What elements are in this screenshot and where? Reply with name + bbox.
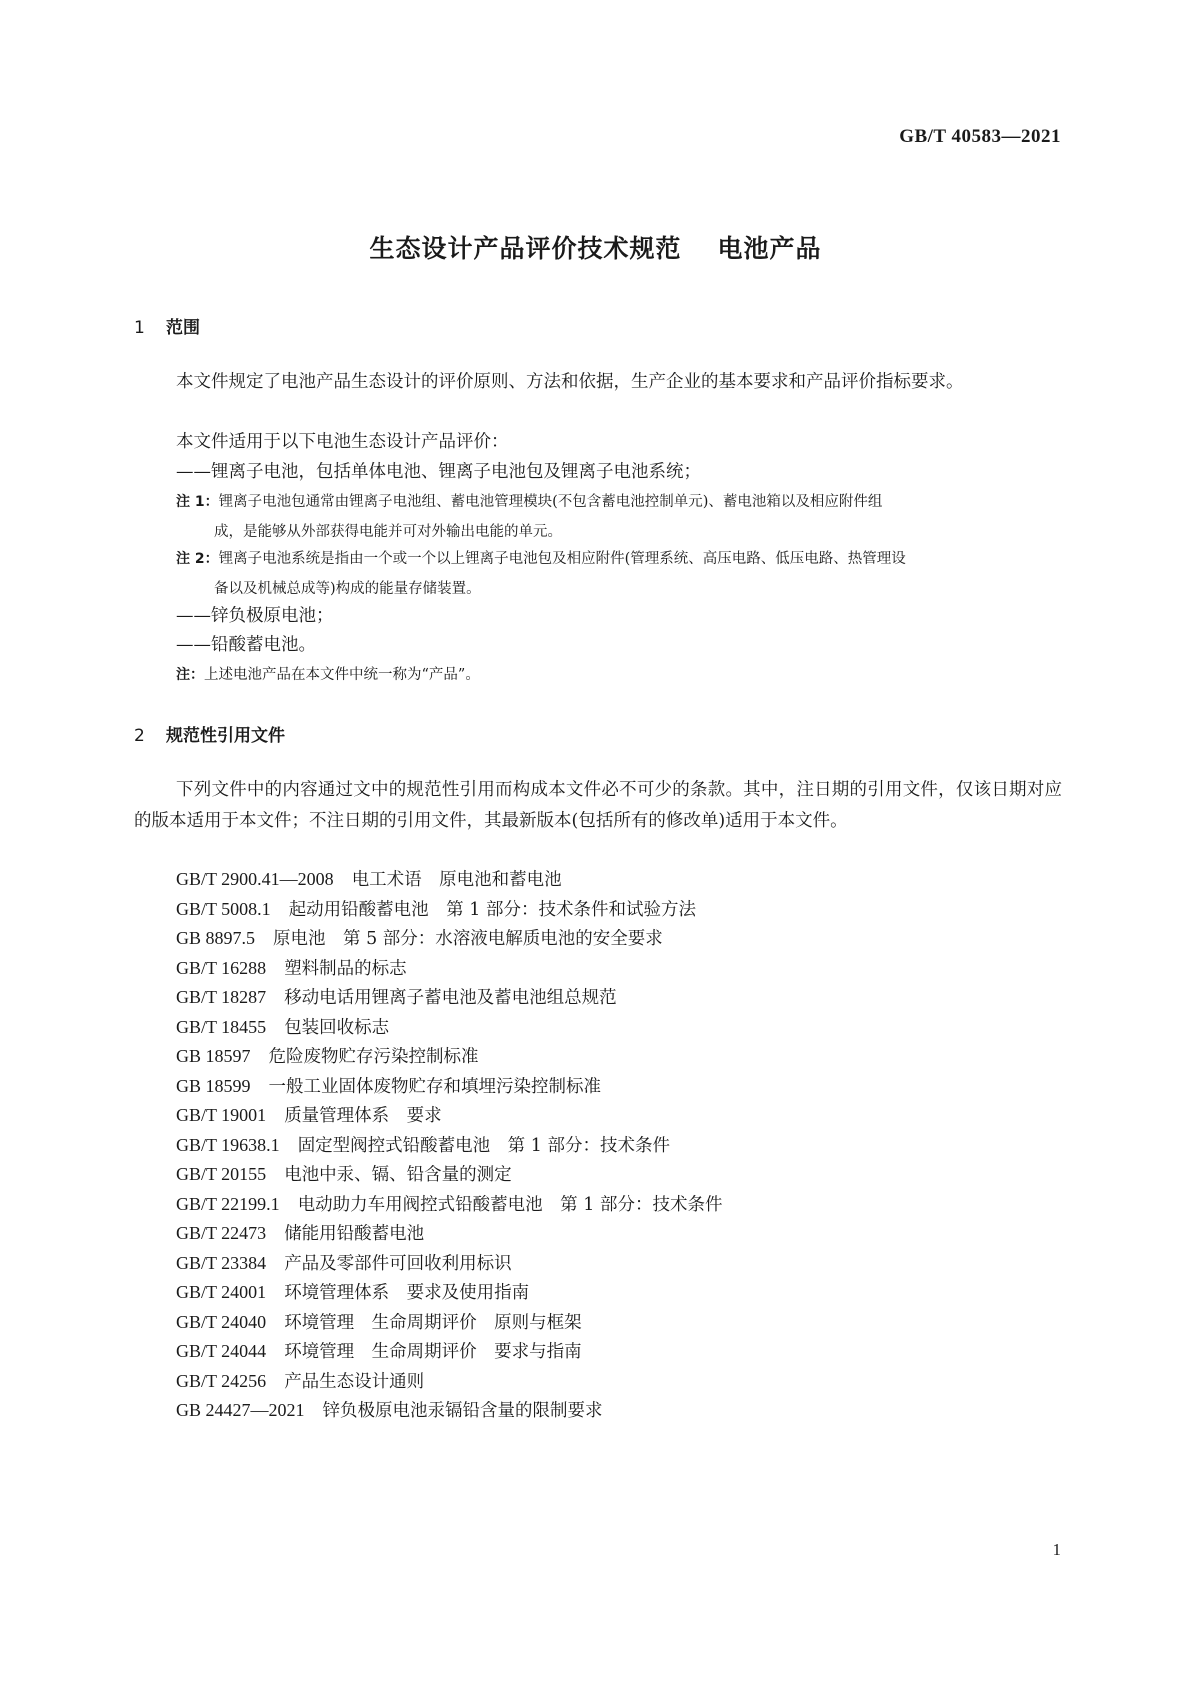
note-3 <box>176 660 1062 690</box>
reference-item <box>176 1309 582 1334</box>
reference-title: 原电池 第 5 部分：水溶液电解质电池的安全要求 <box>273 929 663 949</box>
reference-title: 质量管理体系 要求 <box>284 1106 442 1126</box>
note-1-label: 注 1： <box>176 494 219 510</box>
reference-title: 塑料制品的标志 <box>284 959 407 979</box>
reference-title: 产品生态设计通则 <box>284 1372 425 1392</box>
section-2-paragraph: 下列文件中的内容通过文中的规范性引用而构成本文件必不可少的条款。其中，注日期的引用文件，仅该日期对应的版本适用于本文件；不注日期的引用文件，其最新版本(包括所有的修改单)适用于本文件。 <box>134 780 1062 831</box>
reference-item <box>176 955 407 980</box>
reference-code: GB/T 18287 <box>176 987 267 1007</box>
reference-item <box>176 1279 529 1304</box>
section-2-number: 2 <box>134 726 145 746</box>
reference-code: GB 24427—2021 <box>176 1400 305 1420</box>
note-1 <box>176 487 1062 547</box>
reference-code: GB/T 2900.41—2008 <box>176 869 334 889</box>
reference-code: GB 18599 <box>176 1076 251 1096</box>
note-2-continuation: 备以及机械总成等)构成的能量存储装置。 <box>214 581 481 597</box>
reference-title: 产品及零部件可回收利用标识 <box>284 1254 512 1274</box>
reference-code: GB/T 24040 <box>176 1312 267 1332</box>
note-3-label: 注： <box>176 667 204 683</box>
reference-title: 环境管理 生命周期评价 原则与框架 <box>284 1313 582 1333</box>
reference-item <box>176 1191 722 1216</box>
section-1-heading <box>134 313 200 338</box>
reference-title: 移动电话用锂离子蓄电池及蓄电池组总规范 <box>284 988 617 1008</box>
reference-code: GB/T 18455 <box>176 1017 267 1037</box>
reference-item <box>176 1043 479 1068</box>
reference-item <box>176 984 617 1009</box>
reference-code: GB 18597 <box>176 1046 251 1066</box>
reference-item <box>176 1250 512 1275</box>
reference-code: GB/T 22199.1 <box>176 1194 280 1214</box>
reference-title: 环境管理 生命周期评价 要求与指南 <box>284 1342 582 1362</box>
reference-title: 固定型阀控式铅酸蓄电池 第 1 部分：技术条件 <box>297 1136 670 1156</box>
list-item-lead-acid: ——铅酸蓄电池。 <box>176 635 316 655</box>
title-main: 生态设计产品评价技术规范 <box>369 234 682 263</box>
reference-code: GB/T 5008.1 <box>176 899 271 919</box>
section-1-paragraph-scope: 本文件规定了电池产品生态设计的评价原则、方法和依据，生产企业的基本要求和产品评价指标要求。 <box>176 372 964 392</box>
reference-title: 电动助力车用阀控式铅酸蓄电池 第 1 部分：技术条件 <box>297 1195 723 1215</box>
reference-code: GB/T 22473 <box>176 1223 267 1243</box>
title-sub: 电池产品 <box>717 234 822 263</box>
reference-item <box>176 925 663 950</box>
reference-title: 环境管理体系 要求及使用指南 <box>284 1283 530 1303</box>
section-2-title: 规范性引用文件 <box>166 726 285 746</box>
reference-title: 起动用铅酸蓄电池 第 1 部分：技术条件和试验方法 <box>288 900 696 920</box>
reference-item <box>176 1161 512 1186</box>
section-1-paragraph-applicability: 本文件适用于以下电池生态设计产品评价： <box>176 432 509 452</box>
reference-item <box>176 1368 424 1393</box>
reference-item <box>176 1014 389 1039</box>
reference-code: GB/T 24044 <box>176 1341 267 1361</box>
note-2-label: 注 2： <box>176 551 219 567</box>
list-item-lithium-ion: ——锂离子电池，包括单体电池、锂离子电池包及锂离子电池系统； <box>176 462 701 482</box>
section-1-title: 范围 <box>166 318 200 338</box>
reference-title: 危险废物贮存污染控制标准 <box>268 1047 479 1067</box>
note-1-continuation: 成，是能够从外部获得电能并可对外输出电能的单元。 <box>214 524 562 540</box>
reference-item <box>176 1397 603 1422</box>
reference-item <box>176 1220 424 1245</box>
reference-title: 包装回收标志 <box>284 1018 390 1038</box>
reference-title: 锌负极原电池汞镉铅含量的限制要求 <box>322 1401 603 1421</box>
reference-title: 电池中汞、镉、铅含量的测定 <box>284 1165 512 1185</box>
document-code: GB/T 40583—2021 <box>899 126 1061 147</box>
reference-item <box>176 1132 670 1157</box>
section-1-number: 1 <box>134 318 145 338</box>
reference-code: GB/T 16288 <box>176 958 267 978</box>
reference-item <box>176 1338 582 1363</box>
reference-code: GB/T 20155 <box>176 1164 267 1184</box>
reference-title: 一般工业固体废物贮存和填埋污染控制标准 <box>268 1077 602 1097</box>
reference-item <box>176 1102 442 1127</box>
reference-item <box>176 896 696 921</box>
reference-code: GB/T 24256 <box>176 1371 267 1391</box>
note-2-text: 锂离子电池系统是指由一个或一个以上锂离子电池包及相应附件(管理系统、高压电路、低压电路、热管理设 <box>218 551 906 567</box>
note-2 <box>176 544 1062 604</box>
reference-item <box>176 866 562 891</box>
reference-code: GB/T 19001 <box>176 1105 267 1125</box>
document-title <box>0 229 1191 265</box>
reference-code: GB 8897.5 <box>176 928 256 948</box>
reference-code: GB/T 19638.1 <box>176 1135 280 1155</box>
reference-title: 储能用铅酸蓄电池 <box>284 1224 425 1244</box>
reference-title: 电工术语 原电池和蓄电池 <box>351 870 562 890</box>
page-number: 1 <box>1052 1540 1061 1559</box>
section-2-heading <box>134 721 285 746</box>
list-item-zinc-primary: ——锌负极原电池； <box>176 606 334 626</box>
note-1-text: 锂离子电池包通常由锂离子电池组、蓄电池管理模块(不包含蓄电池控制单元)、蓄电池箱以及相应附件组 <box>218 494 883 510</box>
note-3-text: 上述电池产品在本文件中统一称为“产品”。 <box>204 667 480 683</box>
reference-item <box>176 1073 601 1098</box>
reference-code: GB/T 23384 <box>176 1253 267 1273</box>
reference-code: GB/T 24001 <box>176 1282 267 1302</box>
